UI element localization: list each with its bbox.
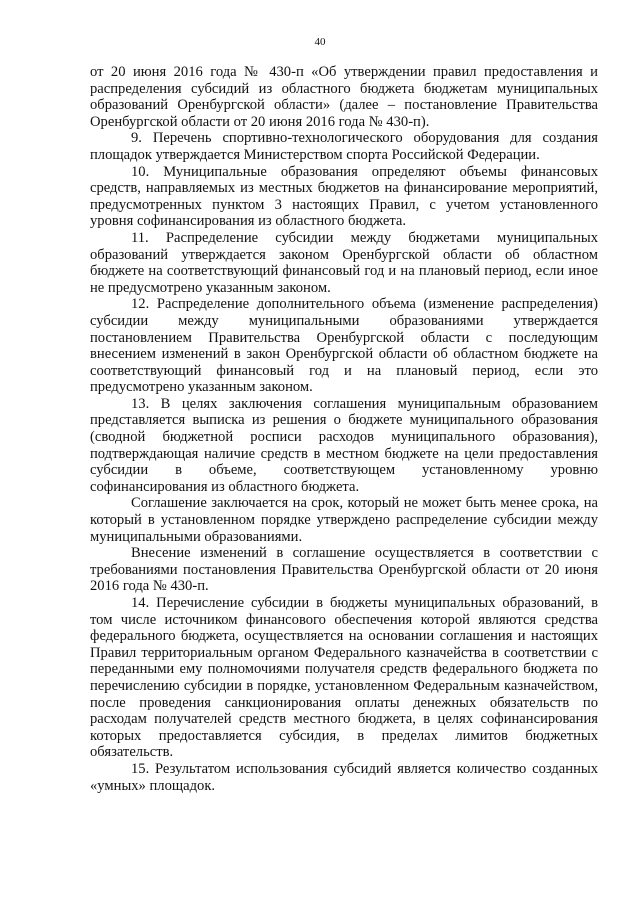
paragraph-agreement-changes: Внесение изменений в соглашение осуществляется в соответствии с требованиями постановления Правительства Оренбургской области от 20 июня 2016 года № 430-п. [90,545,598,595]
page-number: 40 [314,36,326,48]
paragraph-item-14: 14. Перечисление субсидии в бюджеты муниципальных образований, в том числе источником финансового обеспечения которой являются средства федерального бюджета, осуществляется на основании соглашения и настоящих Правил территориальным органом Федерального казначейства в соответствии с переданными ему полномочиями получателя средств федерального бюджета по перечислению субсидии в порядке, установленном Федеральным казначейством, после проведения санкционирования оплаты денежных обязательств по расходам получателей средств местного бюджета, в целях софинансирования которых предоставляется субсидия, в пределах лимитов бюджетных обязательств. [90,595,598,761]
paragraph-continuation: от 20 июня 2016 года № 430-п «Об утверждении правил предоставления и распределения субсидий из областного бюджета бюджетам муниципальных образований Оренбургской области» (далее – постановление Правительства Оренбургской области от 20 июня 2016 года № 430-п). [90,64,598,130]
document-body [90,64,598,794]
paragraph-item-13: 13. В целях заключения соглашения муниципальным образованием представляется выписка из решения о бюджете муниципального образования (сводной бюджетной росписи расходов муниципального образования), подтверждающая наличие средств в местном бюджете на цели предоставления субсидии в объеме, соответствующем установленному уровню софинансирования из областного бюджета. [90,395,598,495]
paragraph-agreement-term: Соглашение заключается на срок, который не может быть менее срока, на который в установленном порядке утверждено распределение субсидии между муниципальными образованиями. [90,495,598,545]
paragraph-item-10: 10. Муниципальные образования определяют объемы финансовых средств, направляемых из местных бюджетов на финансирование мероприятий, предусмотренных пунктом 3 настоящих Правил, с учетом установленного уровня софинансирования из областного бюджета. [90,163,598,230]
paragraph-item-11: 11. Распределение субсидии между бюджетами муниципальных образований утверждается законом Оренбургской области об областном бюджете на соответствующий финансовый год и на плановый период, если иное не предусмотрено указанным законом. [90,229,598,296]
paragraph-item-12: 12. Распределение дополнительного объема (изменение распределения) субсидии между муниципальными образованиями утверждается постановлением Правительства Оренбургской области с последующим внесением изменений в закон Оренбургской области об областном бюджете на соответствующий финансовый год и на плановый период, если это предусмотрено указанным законом. [90,296,598,396]
paragraph-item-15: 15. Результатом использования субсидий является количество созданных «умных» площадок. [90,760,598,794]
paragraph-item-9: 9. Перечень спортивно-технологического оборудования для создания площадок утверждается Министерством спорта Российской Федерации. [90,130,598,163]
